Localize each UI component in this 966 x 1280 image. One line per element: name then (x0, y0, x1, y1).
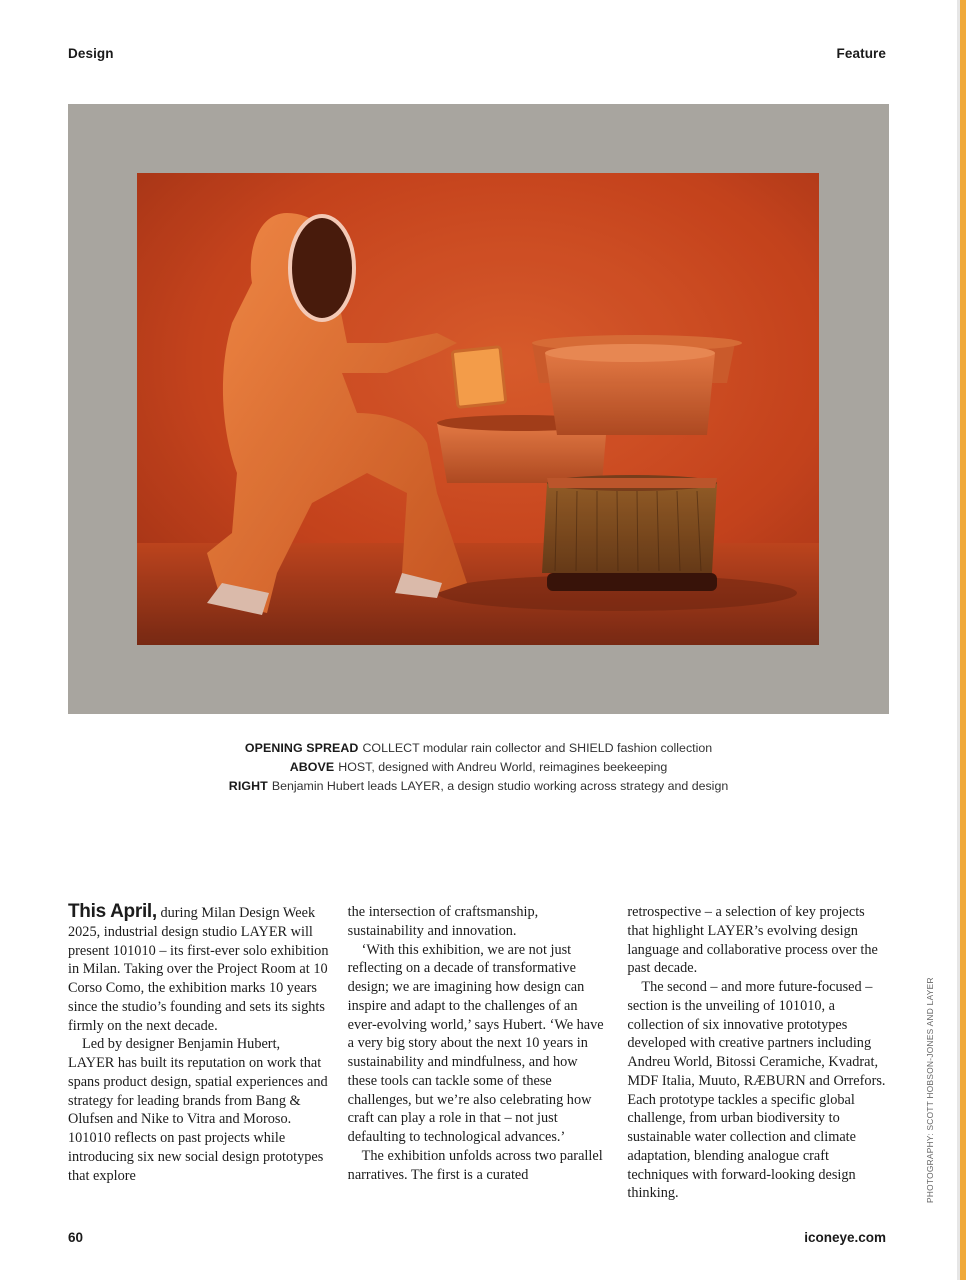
caption-text: Benjamin Hubert leads LAYER, a design studio working across strategy and design (271, 778, 729, 793)
paragraph-text: during Milan Design Week 2025, industrial design studio LAYER will present 101010 – its first-ever solo exhibition in Milan. Taking over the Project Room at 10 Corso Como, the exhibition marks 10 years since the studio’s founding and sets its sights firmly on the next decade. (68, 905, 329, 1034)
photo-beekeeper-host-icon (137, 173, 819, 645)
paragraph: retrospective – a selection of key projects that highlight LAYER’s evolving design language and collaborative process over the past decade. (627, 904, 878, 977)
article-body (68, 903, 889, 1203)
hero-photo (137, 173, 819, 645)
photo-captions (68, 739, 889, 795)
photo-mat (68, 104, 889, 714)
caption-label: OPENING SPREAD (244, 741, 359, 755)
caption-label: RIGHT (228, 778, 268, 793)
page-edge-accent (960, 0, 966, 1280)
caption-label: ABOVE (289, 759, 335, 774)
caption-line (68, 739, 889, 758)
paragraph (68, 903, 330, 1035)
paragraph: ‘With this exhibition, we are not just reflecting on a decade of transformative design; we are imagining how design can inspire and adapt to the challenges of an ever-evolving world,’ says Hubert. ‘We have a very big story about the next 10 years in sustainability and mindfulness, and how these tools can tackle some of these challenges, but we’re also celebrating how craft can play a role in that – not just defaulting to technological advances.’ (347, 941, 604, 1145)
caption-text: HOST, designed with Andreu World, reimagines beekeeping (338, 759, 668, 774)
feature-label: Feature (836, 46, 886, 61)
section-label: Design (68, 46, 114, 61)
caption-line (68, 758, 889, 777)
paragraph: Led by designer Benjamin Hubert, LAYER has built its reputation on work that spans product design, spatial experiences and strategy for leading brands from Bang & Olufsen and Nike to Vitra and Moroso. 101010 reflects on past projects while introducing six new social design prototypes that explore (68, 1036, 328, 1184)
article-column-1 (68, 903, 330, 1203)
article-column-3 (627, 903, 889, 1203)
article-column-2 (348, 903, 610, 1203)
paragraph: the intersection of craftsmanship, sustainability and innovation. (347, 904, 539, 939)
paragraph: The exhibition unfolds across two parallel narratives. The first is a curated (347, 1147, 603, 1183)
caption-text: COLLECT modular rain collector and SHIELD fashion collection (362, 741, 713, 755)
paragraph: The second – and more future-focused – section is the unveiling of 101010, a collection of six innovative prototypes developed with creative partners including Andreu World, Bitossi Ceramiche, Kvadrat, MDF Italia, Muuto, RÆBURN and Orrefors. Each prototype tackles a specific global challenge, from urban biodiversity to sustainable water collection and climate adaptation, blending analogue craft techniques with forward-looking design thinking. (627, 979, 886, 1202)
page-number: 60 (68, 1230, 84, 1245)
lead-in: This April, (68, 901, 157, 922)
photo-credit: PHOTOGRAPHY: SCOTT HOBSON-JONES AND LAYER (925, 977, 935, 1203)
caption-line (68, 777, 889, 796)
website-link[interactable]: iconeye.com (804, 1230, 886, 1245)
